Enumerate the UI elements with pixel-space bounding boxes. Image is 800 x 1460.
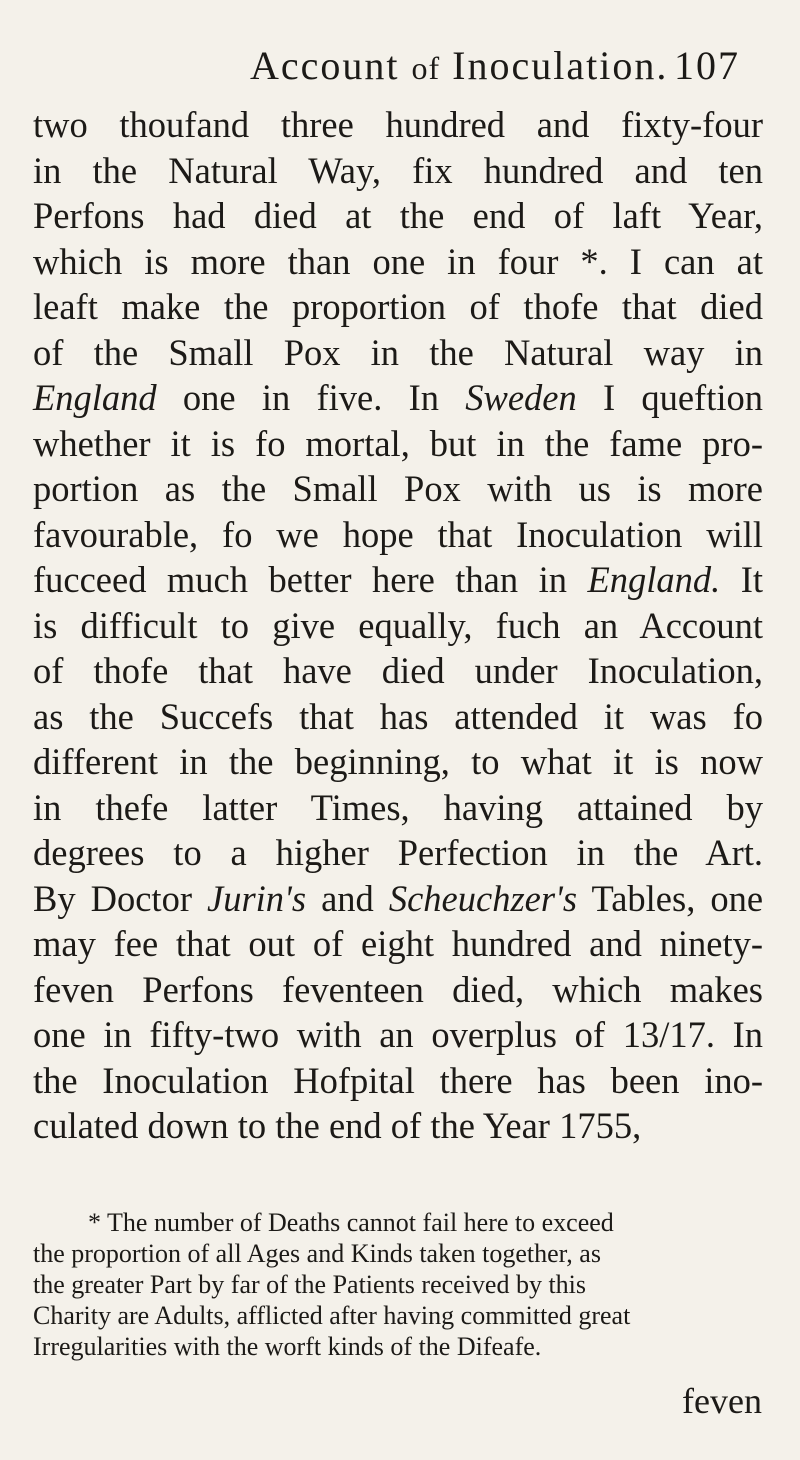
footnote-line: the greater Part by far of the Patients received by this xyxy=(33,1270,587,1299)
italic-scheuchzer: Scheuchzer's xyxy=(388,877,578,919)
text-line: the Inoculation Hofpital there has been ino- xyxy=(33,1059,763,1101)
footnote xyxy=(33,1207,763,1362)
header-word-inoculation: Inoculation. xyxy=(452,43,669,88)
italic-jurin: Jurin's xyxy=(207,877,307,919)
text-line xyxy=(33,1012,763,1058)
text-fragment: and xyxy=(321,877,374,919)
text-line: is difficult to give equally, fuch an Account xyxy=(33,604,763,646)
text-line: different in the beginning, to what it is now xyxy=(33,741,763,782)
text-line: leaft make the proportion of thofe that died xyxy=(33,286,763,327)
italic-england: England xyxy=(33,377,157,418)
text-fragment: Tables, one xyxy=(591,877,764,919)
text-line: as the Succefs that has attended it was fo xyxy=(33,695,763,737)
header-word-account: Account xyxy=(250,43,400,88)
footnote-line: the proportion of all Ages and Kinds taken together, as xyxy=(33,1239,601,1268)
text-fragment: . In xyxy=(705,1014,764,1055)
text-line: Perfons had died at the end of laft Year, xyxy=(33,195,763,236)
text-line: feven Perfons feventeen died, which makes xyxy=(33,968,763,1010)
text-fragment: fucceed much better here than in xyxy=(33,559,567,600)
text-line: culated down to the end of the Year 1755, xyxy=(33,1105,642,1146)
body-text xyxy=(33,102,763,1149)
text-fragment: one in fifty-two with an overplus of xyxy=(33,1014,606,1055)
footnote-line: Irregularities with the worft kinds of the Difeafe. xyxy=(33,1332,542,1361)
text-line: favourable, fo we hope that Inoculation will xyxy=(33,513,763,555)
text-line xyxy=(33,375,763,421)
text-line xyxy=(33,876,763,922)
fraction: 13/17 xyxy=(622,1014,706,1055)
header-word-of: of xyxy=(411,50,441,86)
text-fragment: By Doctor xyxy=(33,877,192,919)
text-line: in the Natural Way, fix hundred and ten xyxy=(33,149,763,191)
italic-sweden: Sweden xyxy=(465,377,577,418)
text-line: of the Small Pox in the Natural way in xyxy=(33,331,763,373)
text-fragment: one in five. In xyxy=(182,377,439,418)
running-header xyxy=(250,44,740,90)
text-line: two thoufand three hundred and fixty-four xyxy=(33,104,763,145)
catchword: feven xyxy=(682,1381,762,1421)
text-line: degrees to a higher Perfection in the Art. xyxy=(33,832,763,873)
text-line: may fee that out of eight hundred and ninety- xyxy=(33,923,763,964)
text-line: whether it is fo mortal, but in the fame pro- xyxy=(33,422,763,464)
text-line: which is more than one in four *. I can at xyxy=(33,240,763,282)
text-line: of thofe that have died under Inoculation, xyxy=(33,650,763,691)
footnote-line: * The number of Deaths cannot fail here to exceed xyxy=(88,1208,614,1237)
footnote-line: Charity are Adults, afflicted after having committed great xyxy=(33,1301,631,1330)
page-number: 107 xyxy=(674,43,740,88)
text-line: portion as the Small Pox with us is more xyxy=(33,468,763,509)
text-line: in thefe latter Times, having attained by xyxy=(33,786,763,828)
text-fragment: It xyxy=(740,559,764,600)
italic-england: England. xyxy=(587,559,721,600)
text-line xyxy=(33,557,763,603)
text-fragment: I queftion xyxy=(602,377,763,418)
